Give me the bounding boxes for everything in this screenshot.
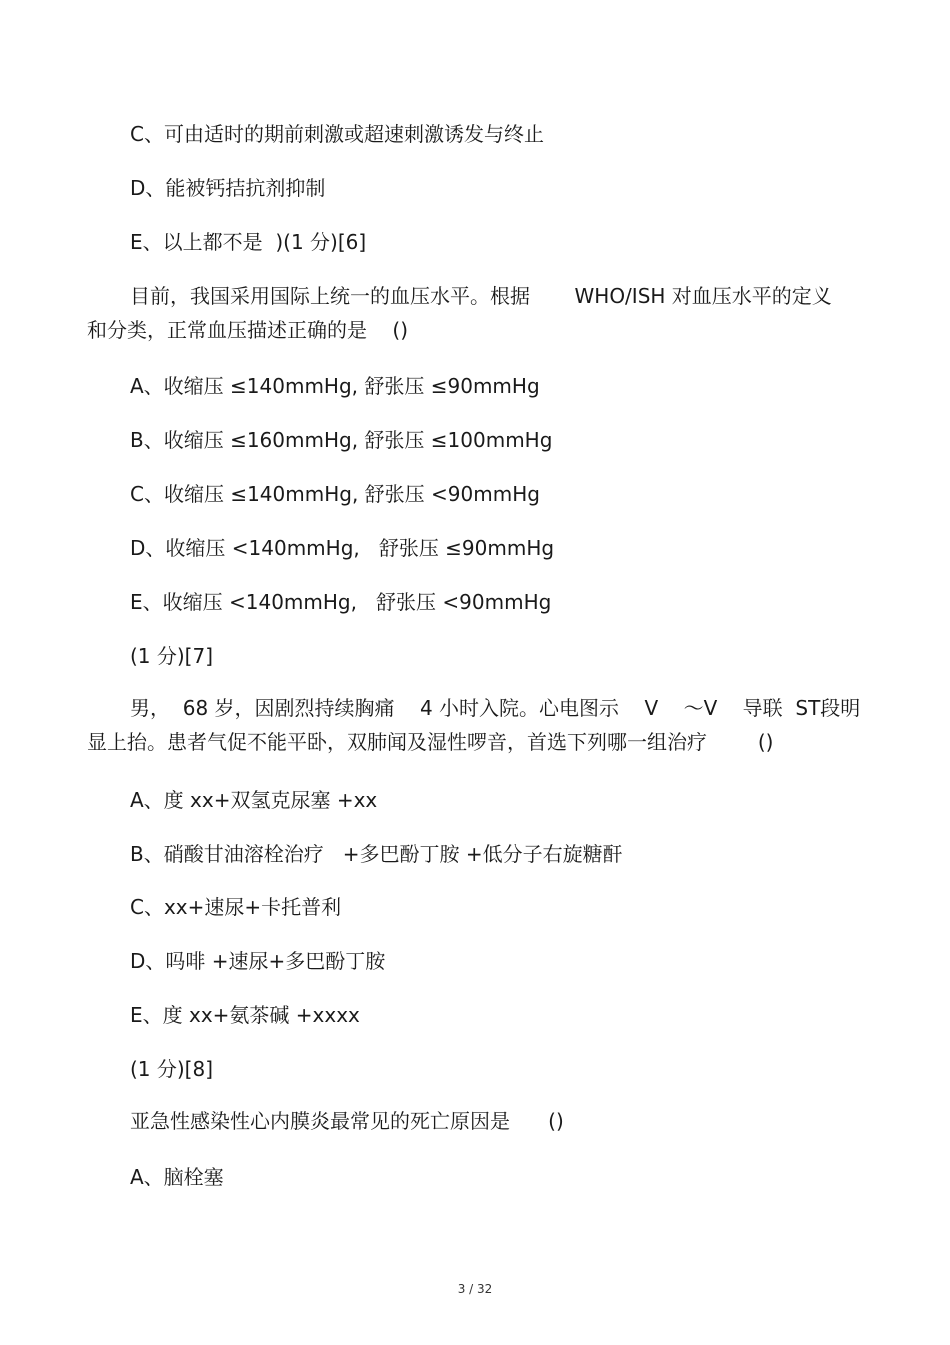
question-8-score: (1 分)[8]	[130, 1057, 214, 1081]
question-6-stem-cont: 和分类，正常血压描述正确的是 ()	[87, 318, 409, 342]
option-e-none-score: E、以上都不是 )(1 分)[6]	[130, 230, 367, 254]
question-6-option-b: B、收缩压 ≤160mmHg, 舒张压 ≤100mmHg	[130, 428, 553, 452]
question-8-option-a: A、脑栓塞	[130, 1165, 224, 1189]
question-7-stem: 男， 68 岁，因剧烈持续胸痛 4 小时入院。心电图示 V ～V 导联 ST段明	[130, 696, 861, 720]
question-6-option-a: A、收缩压 ≤140mmHg, 舒张压 ≤90mmHg	[130, 374, 540, 398]
option-d-calcium: D、能被钙拮抗剂抑制	[130, 176, 326, 200]
option-c-reentry: C、可由适时的期前刺激或超速刺激诱发与终止	[130, 122, 544, 146]
question-6-option-c: C、收缩压 ≤140mmHg, 舒张压 <90mmHg	[130, 482, 540, 506]
question-6-stem: 目前，我国采用国际上统一的血压水平。根据 WHO/ISH 对血压水平的定义	[130, 284, 832, 308]
question-8-stem: 亚急性感染性心内膜炎最常见的死亡原因是 ()	[130, 1109, 564, 1133]
question-7-option-b: B、硝酸甘油溶栓治疗 +多巴酚丁胺 +低分子右旋糖酐	[130, 842, 623, 866]
question-7-option-a: A、度 xx+双氢克尿塞 +xx	[130, 788, 378, 812]
page-indicator: 3 / 32	[457, 1282, 493, 1296]
question-7-option-c: C、xx+速尿+卡托普利	[130, 895, 342, 919]
question-7-option-d: D、吗啡 +速尿+多巴酚丁胺	[130, 949, 386, 973]
question-7-score: (1 分)[7]	[130, 644, 214, 668]
question-7-stem-cont: 显上抬。患者气促不能平卧，双肺闻及湿性啰音，首选下列哪一组治疗 ()	[87, 730, 774, 754]
question-6-option-d: D、收缩压 <140mmHg, 舒张压 ≤90mmHg	[130, 536, 555, 560]
question-6-option-e: E、收缩压 <140mmHg, 舒张压 <90mmHg	[130, 590, 552, 614]
question-7-option-e: E、度 xx+氨茶碱 +xxxx	[130, 1003, 360, 1027]
